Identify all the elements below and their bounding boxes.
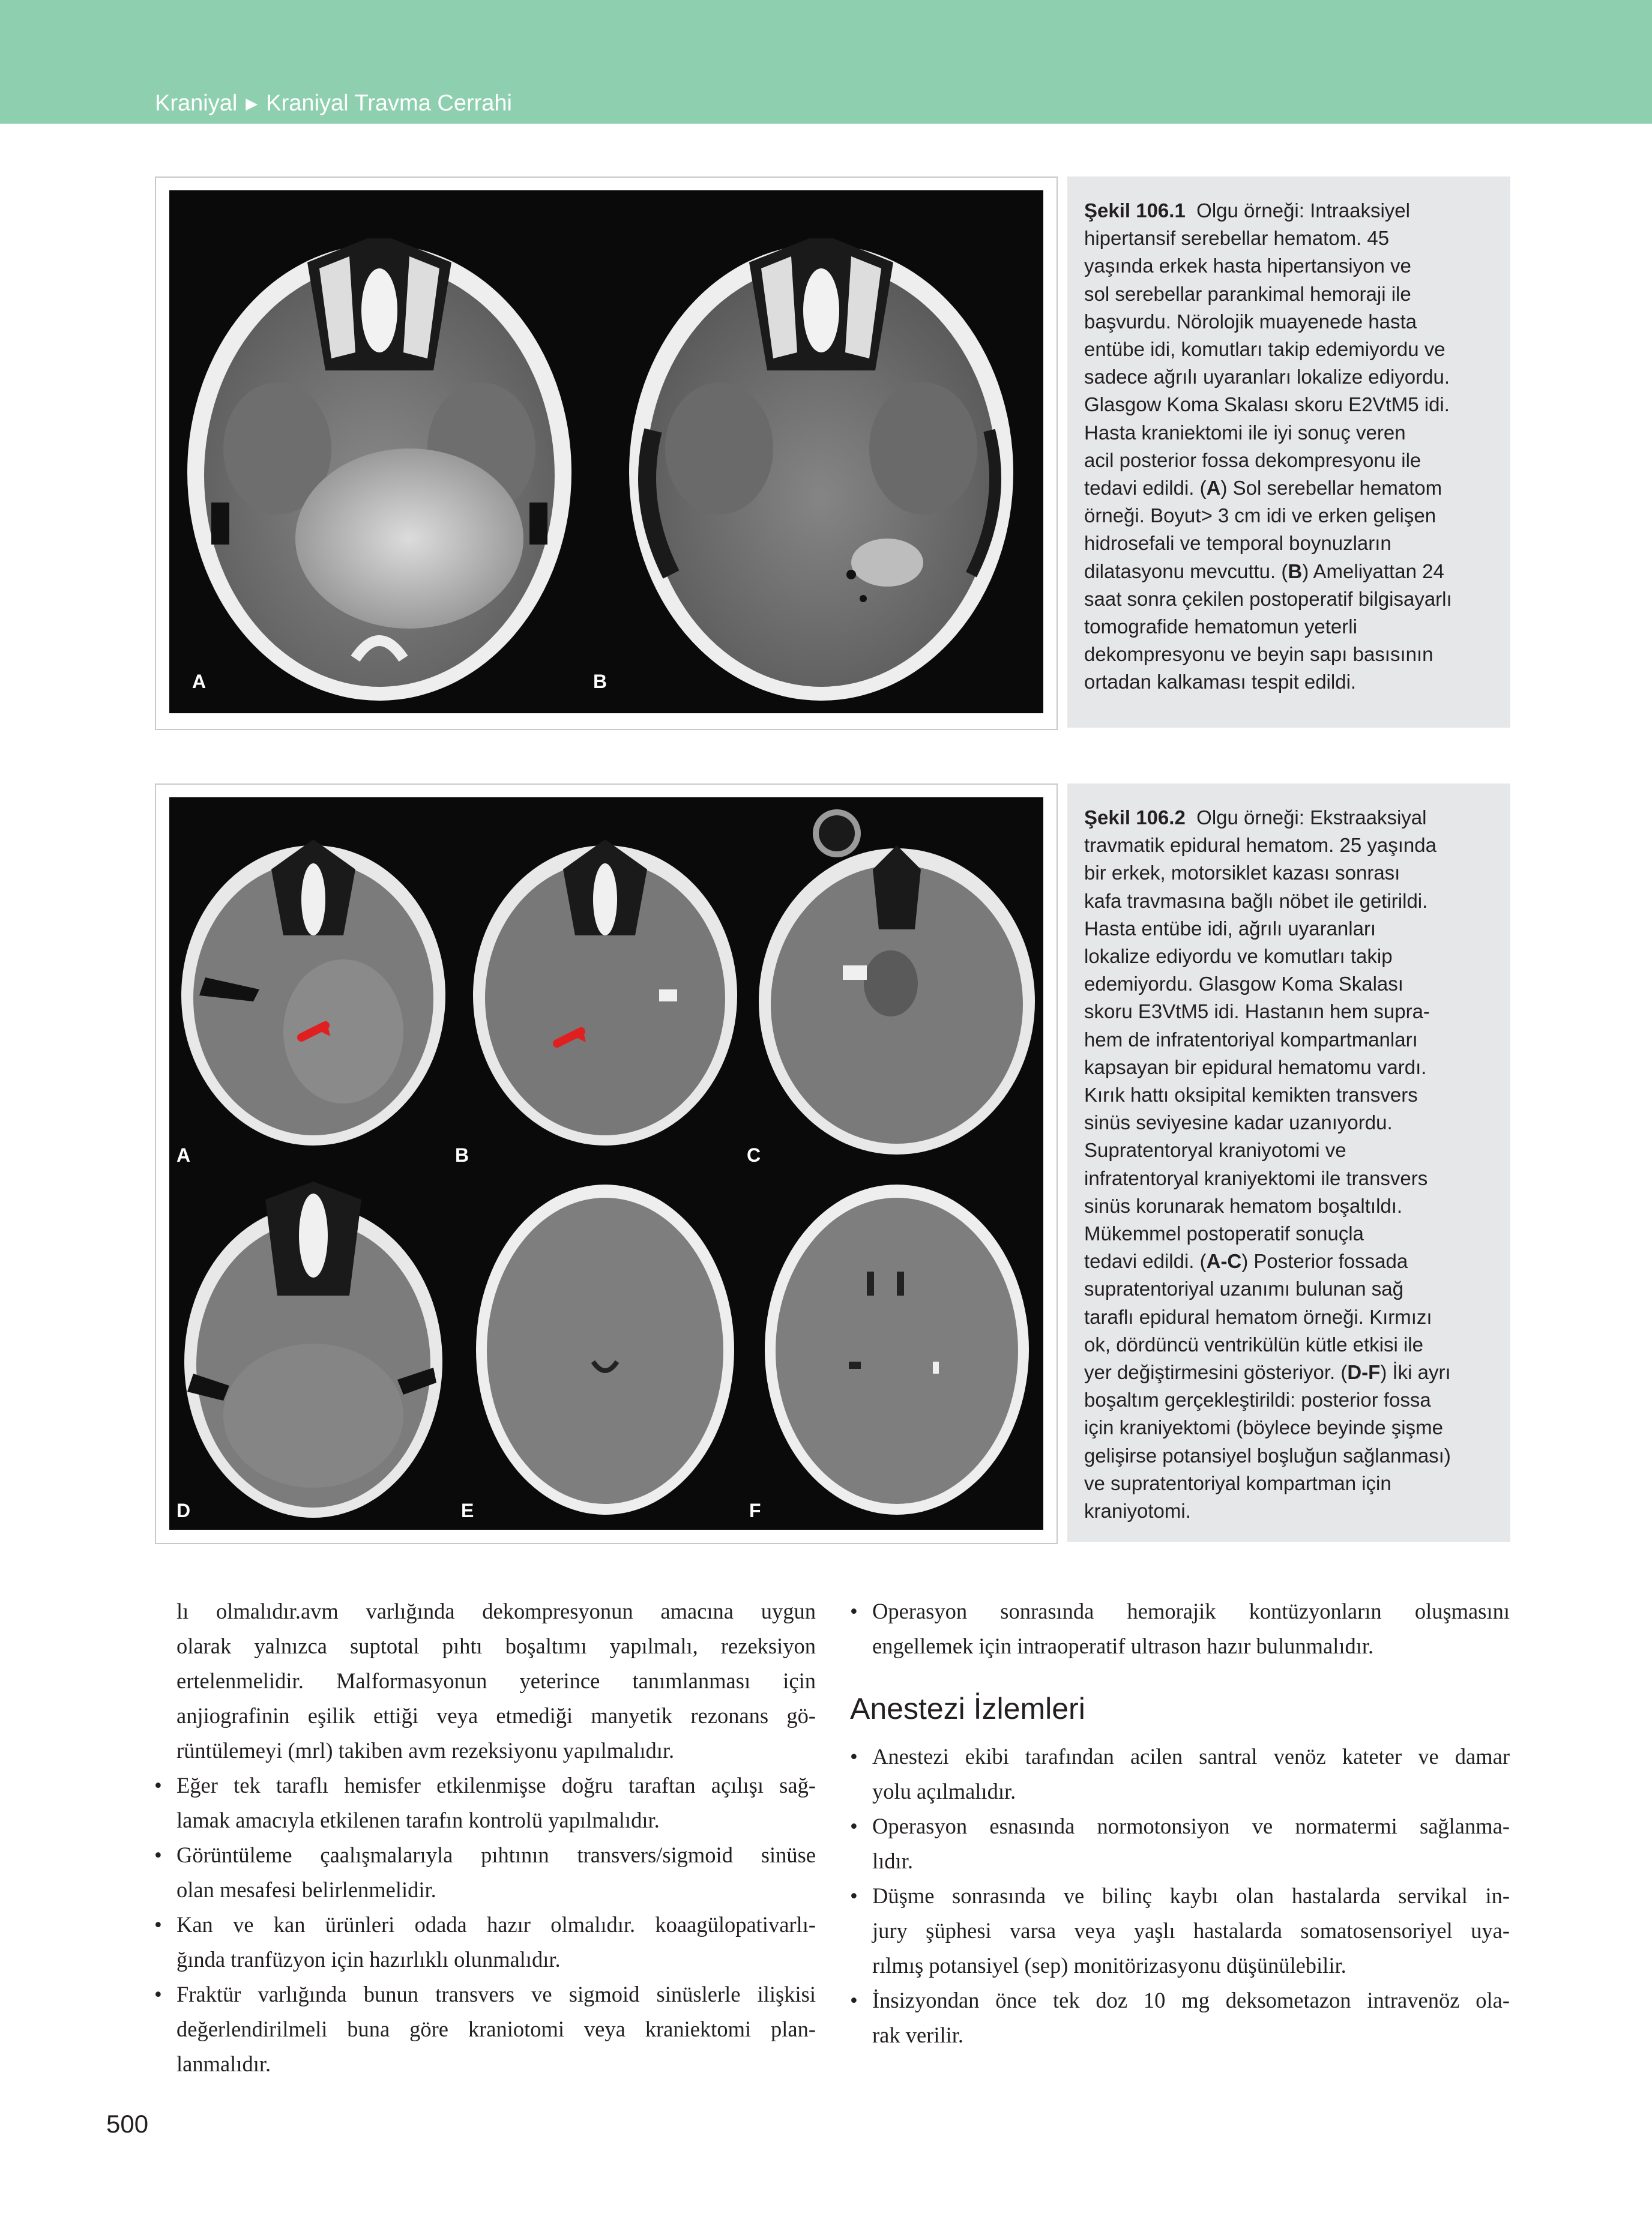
figure1-caption-line: Hasta kraniektomi ile iyi sonuç veren xyxy=(1084,421,1406,444)
figure1-caption-line: dekompresyonu ve beyin sapı basısının xyxy=(1084,643,1433,666)
caption-text: tedavi edildi. ( xyxy=(1084,477,1207,500)
breadcrumb xyxy=(155,89,512,118)
bullet-item-line xyxy=(850,1879,1510,1913)
figure1-caption-line: başvurdu. Nörolojik muayenede hasta xyxy=(1084,310,1417,333)
breadcrumb-part1[interactable]: Kraniyal xyxy=(155,90,238,116)
caption-text: ) Posterior fossada xyxy=(1241,1250,1408,1273)
figure2-caption-line xyxy=(1084,804,1510,832)
bullet-dot-icon: • xyxy=(850,1599,858,1623)
figure1-caption-line: yaşında erkek hasta hipertansiyon ve xyxy=(1084,255,1411,277)
bullet-dot-icon: • xyxy=(850,1814,858,1838)
figure1-caption-line: hidrosefali ve temporal boynuzların xyxy=(1084,532,1391,555)
bullet-dot-icon: • xyxy=(850,1988,858,2012)
figure1-image xyxy=(169,190,1043,713)
figure2-caption-line: Kırık hattı oksipital kemikten transvers xyxy=(1084,1084,1418,1106)
figure2-panel-label-a: A xyxy=(176,1144,191,1166)
line-text: Eğer tek taraflı hemisfer etkilenmişse doğru taraftan açılışı sağ- xyxy=(176,1773,816,1798)
figure1-caption-line: saat sonra çekilen postoperatif bilgisayarlı xyxy=(1084,587,1452,610)
figure2-caption-line: hem de infratentoriyal kompartmanları xyxy=(1084,1028,1418,1051)
bullet-dot-icon: • xyxy=(850,1744,858,1769)
line-text: İnsizyondan önce tek doz 10 mg deksometazon intravenöz ola- xyxy=(872,1988,1510,2012)
text-line xyxy=(176,2047,816,2082)
line-text: değerlendirilmeli buna göre kraniotomi veya kraniektomi plan- xyxy=(176,2017,816,2041)
caption-figure-number: Şekil 106.2 xyxy=(1084,806,1186,829)
text-line xyxy=(176,1942,816,1977)
caption-panel-ref: B xyxy=(1288,560,1303,582)
line-text: rüntülemeyi (mrl) takiben avm rezeksiyonu yapılmalıdır. xyxy=(176,1738,675,1763)
ct-scan-2f xyxy=(753,1164,1041,1530)
line-text: ertelenmelidir. Malformasyonun yeterince tanımlanması için xyxy=(176,1668,816,1693)
figure2-caption-line: supratentoriyal uzanımı bulunan sağ xyxy=(1084,1278,1403,1300)
ct-scan-2c xyxy=(753,797,1041,1164)
figure1-caption-line: sadece ağrılı uyaranları lokalize ediyordu. xyxy=(1084,366,1450,388)
caption-text: ) Sol serebellar hematom xyxy=(1220,477,1442,500)
line-text: anjiografinin eşilik ettiği veya etmediği manyetik rezonans gö- xyxy=(176,1703,816,1728)
caption-text: ) İki ayrı xyxy=(1380,1361,1451,1384)
figure1-caption-line xyxy=(1084,474,1510,502)
figure1-caption-line: tomografide hematomun yeterli xyxy=(1084,615,1357,638)
caption-panel-ref: A-C xyxy=(1206,1250,1242,1273)
figure2-caption xyxy=(1067,783,1510,1542)
text-line xyxy=(872,1948,1510,1983)
figure2-panel-label-e: E xyxy=(461,1500,474,1521)
bullet-item-line xyxy=(850,1594,1510,1629)
figure2-caption-line: travmatik epidural hematom. 25 yaşında xyxy=(1084,834,1436,857)
text-line xyxy=(176,1733,816,1768)
bullet-item-line xyxy=(154,1838,816,1873)
text-line xyxy=(176,1698,816,1733)
figure2-caption-line: sinüs korunarak hematom boşaltıldı. xyxy=(1084,1194,1403,1217)
figure1-panel-label-a: A xyxy=(192,671,206,692)
figure2-caption-line: ok, dördüncü ventrikülün kütle etkisi ile xyxy=(1084,1333,1423,1356)
figure2-caption-line: lokalize ediyordu ve komutları takip xyxy=(1084,945,1393,968)
line-text: Kan ve kan ürünleri odada hazır olmalıdır. koaagülopativarlı- xyxy=(176,1912,816,1937)
text-line xyxy=(872,1629,1510,1664)
line-text: olarak yalnızca suptotal pıhtı boşaltımı yapılmalı, rezeksiyon xyxy=(176,1634,816,1658)
caption-text: ) Ameliyattan 24 xyxy=(1302,560,1444,582)
text-line xyxy=(176,1803,816,1838)
line-text: Fraktür varlığında bunun transvers ve sigmoid sinüslerle ilişkisi xyxy=(176,1982,816,2006)
figure2-caption-line: gelişirse potansiyel boşluğun sağlanması) xyxy=(1084,1444,1451,1467)
figure1-panel-label-b: B xyxy=(593,671,607,692)
bullet-item-line xyxy=(850,1809,1510,1844)
bullet-dot-icon: • xyxy=(154,1912,162,1937)
figure2-caption-line: boşaltım gerçekleştirildi: posterior fossa xyxy=(1084,1389,1431,1411)
line-text: rak verilir. xyxy=(872,2023,964,2047)
line-text: Operasyon sonrasında hemorajik kontüzyonların oluşmasını xyxy=(872,1599,1510,1623)
line-text: jury şüphesi varsa veya yaşlı hastalarda somatosensoriyel uya- xyxy=(872,1918,1510,1943)
left-column xyxy=(154,1594,816,2082)
figure2-caption-line: taraflı epidural hematom örneği. Kırmızı xyxy=(1084,1305,1432,1328)
page-number: 500 xyxy=(106,2110,149,2138)
line-text: Anestezi ekibi tarafından acilen santral venöz kateter ve damar xyxy=(872,1744,1510,1769)
figure2-caption-line xyxy=(1084,1359,1510,1386)
figure2-caption-line: edemiyordu. Glasgow Koma Skalası xyxy=(1084,973,1403,995)
bullet-dot-icon: • xyxy=(154,1773,162,1798)
line-text: Görüntüleme çaalışmalarıyla pıhtının transvers/sigmoid sinüse xyxy=(176,1843,816,1867)
line-text: lamak amacıyla etkilenen tarafın kontrolü yapılmalıdır. xyxy=(176,1808,660,1832)
text-line xyxy=(872,2018,1510,2053)
caption-text: yer değiştirmesini gösteriyor. ( xyxy=(1084,1361,1348,1384)
triangle-right-icon: ▶ xyxy=(246,94,258,112)
figure2-panel-label-c: C xyxy=(747,1144,761,1166)
section-title-anestezi: Anestezi İzlemleri xyxy=(850,1692,1085,1725)
right-column xyxy=(850,1594,1510,2053)
figure2-caption-line: skoru E3VtM5 idi. Hastanın hem supra- xyxy=(1084,1000,1430,1023)
bullet-item-line xyxy=(154,1907,816,1942)
text-line xyxy=(176,2012,816,2047)
caption-panel-ref: D-F xyxy=(1347,1361,1381,1384)
bullet-item-line xyxy=(850,1739,1510,1774)
text-line xyxy=(176,1594,816,1629)
line-text: Operasyon esnasında normotonsiyon ve normatermi sağlanma- xyxy=(872,1814,1510,1838)
caption-text: Olgu örneği: Intraaksiyel xyxy=(1185,199,1410,222)
figure2-caption-line: infratentoryal kraniyektomi ile transvers xyxy=(1084,1167,1428,1189)
figure2-caption-line: Mükemmel postoperatif sonuçla xyxy=(1084,1222,1364,1245)
figure1-caption-line: acil posterior fossa dekompresyonu ile xyxy=(1084,448,1421,471)
bullet-item-line xyxy=(850,1983,1510,2018)
figure2-caption-line: için kraniyektomi (böylece beyinde şişme xyxy=(1084,1416,1443,1439)
caption-text: Olgu örneği: Ekstraaksiyal xyxy=(1185,806,1427,829)
figure1-caption-line: hipertansif serebellar hematom. 45 xyxy=(1084,227,1390,250)
figure1-caption-line xyxy=(1084,197,1510,225)
caption-text: dilatasyonu mevcuttu. ( xyxy=(1084,560,1288,582)
ct-scan-1b xyxy=(599,190,1043,713)
ct-scan-2e xyxy=(461,1164,749,1530)
bullet-dot-icon: • xyxy=(154,1982,162,2006)
figure2-caption-line: Hasta entübe idi, ağrılı uyaranları xyxy=(1084,917,1376,940)
figure2-caption-line: ve supratentoriyal kompartman için xyxy=(1084,1472,1391,1494)
caption-figure-number: Şekil 106.1 xyxy=(1084,199,1186,222)
line-text: yolu açılmalıdır. xyxy=(872,1779,1016,1804)
ct-scan-2a xyxy=(169,797,457,1164)
figure1-caption-line: ortadan kalkaması tespit edildi. xyxy=(1084,671,1357,693)
line-text: lanmalıdır. xyxy=(176,2051,271,2076)
bullet-item-line xyxy=(154,1768,816,1803)
line-text: rılmış potansiyel (sep) monitörizasyonu düşünülebilir. xyxy=(872,1953,1346,1978)
text-line xyxy=(176,1629,816,1664)
figure2-panel-label-b: B xyxy=(455,1144,469,1166)
figure2-caption-line: sinüs seviyesine kadar uzanıyordu. xyxy=(1084,1111,1393,1134)
text-line xyxy=(872,1774,1510,1809)
figure2-image xyxy=(169,797,1043,1530)
text-line xyxy=(872,1913,1510,1948)
line-text: Düşme sonrasında ve bilinç kaybı olan hastalarda servikal in- xyxy=(872,1883,1510,1908)
line-text: lı olmalıdır.avm varlığında dekompresyonun amacına uygun xyxy=(176,1599,816,1623)
ct-scan-1a xyxy=(169,190,589,713)
figure2-caption-line: bir erkek, motorsiklet kazası sonrası xyxy=(1084,862,1400,884)
figure1-caption-line: Glasgow Koma Skalası skoru E2VtM5 idi. xyxy=(1084,393,1450,416)
bullet-item-line xyxy=(154,1977,816,2012)
figure1-caption-line: sol serebellar parankimal hemoraji ile xyxy=(1084,282,1411,305)
text-line xyxy=(176,1664,816,1698)
line-text: ğında tranfüzyon için hazırlıklı olunmalıdır. xyxy=(176,1947,561,1972)
figure2-caption-line: kapsayan bir epidural hematomu vardı. xyxy=(1084,1055,1427,1078)
text-line xyxy=(872,1844,1510,1879)
figure1-caption xyxy=(1067,177,1510,728)
bullet-dot-icon: • xyxy=(154,1843,162,1867)
figure2-caption-line: kraniyotomi. xyxy=(1084,1500,1191,1523)
figure1-caption-line: entübe idi, komutları takip edemiyordu ve xyxy=(1084,338,1446,361)
text-line xyxy=(176,1873,816,1907)
ct-scan-2d xyxy=(169,1164,457,1530)
line-text: engellemek için intraoperatif ultrason hazır bulunmalıdır. xyxy=(872,1634,1374,1658)
figure2-panel-label-f: F xyxy=(749,1500,761,1521)
figure2-caption-line: Supratentoryal kraniyotomi ve xyxy=(1084,1139,1346,1162)
figure2-panel-label-d: D xyxy=(176,1500,191,1521)
figure1-caption-line: örneği. Boyut> 3 cm idi ve erken gelişen xyxy=(1084,504,1436,527)
bullet-dot-icon: • xyxy=(850,1883,858,1908)
caption-panel-ref: A xyxy=(1206,477,1221,500)
caption-text: tedavi edildi. ( xyxy=(1084,1250,1207,1273)
figure1-caption-line xyxy=(1084,558,1510,585)
line-text: lıdır. xyxy=(872,1849,913,1873)
breadcrumb-part2[interactable]: Kraniyal Travma Cerrahi xyxy=(266,90,512,116)
ct-scan-2b xyxy=(461,797,749,1164)
line-text: olan mesafesi belirlenmelidir. xyxy=(176,1877,436,1902)
figure2-caption-line xyxy=(1084,1248,1510,1275)
figure2-caption-line: kafa travmasına bağlı nöbet ile getirildi. xyxy=(1084,889,1428,912)
